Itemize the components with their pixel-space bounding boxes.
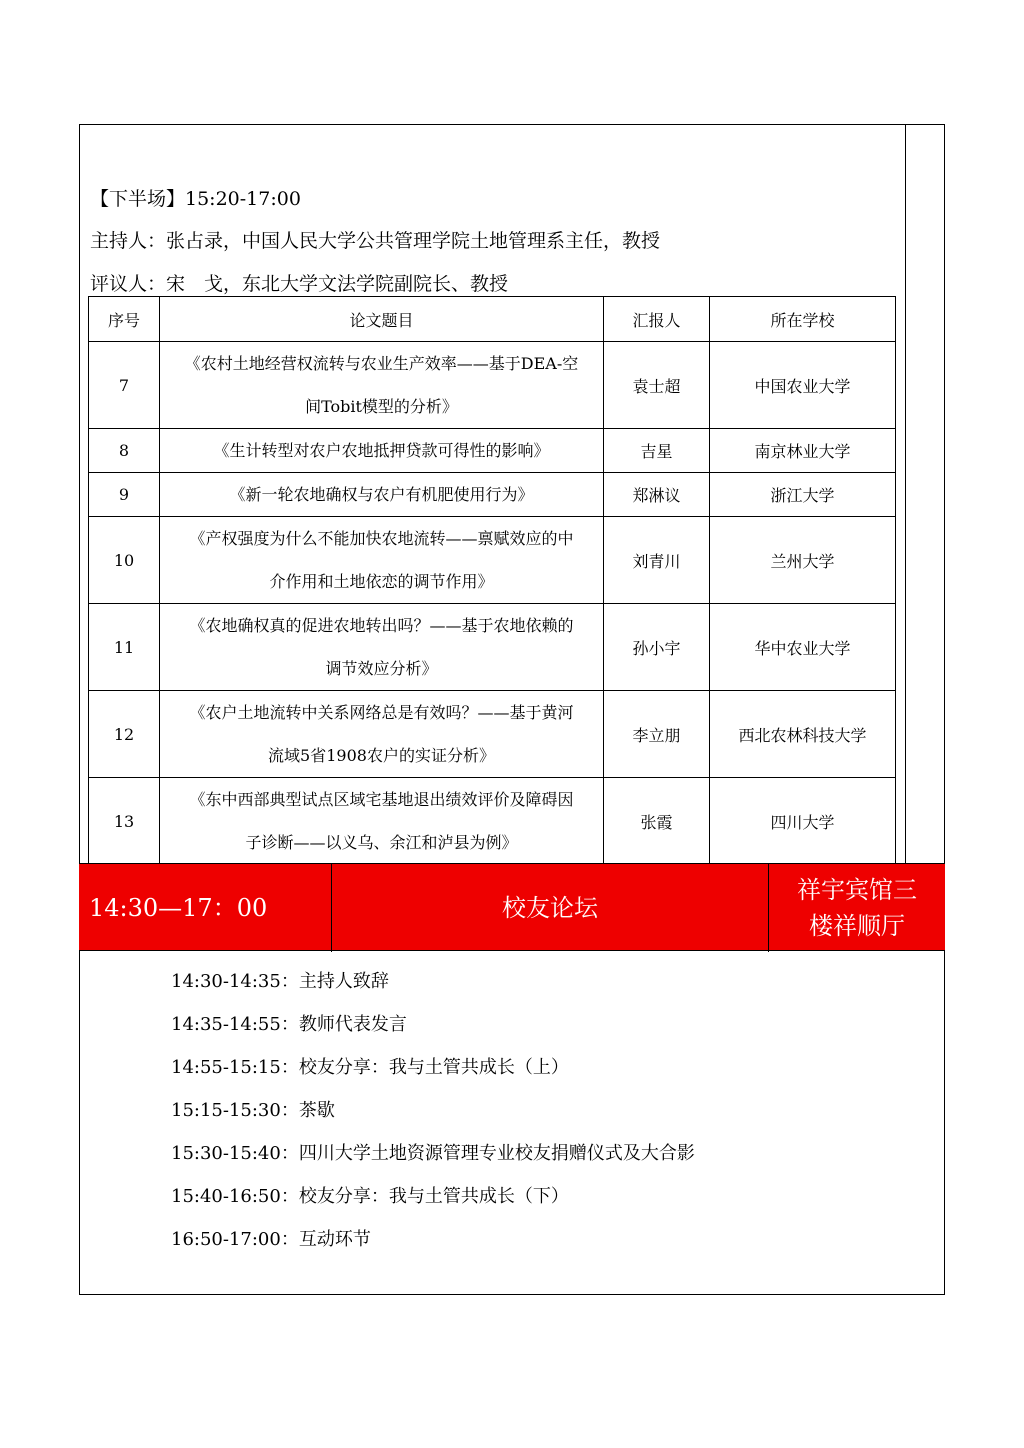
- table-row: [89, 604, 896, 691]
- forum-name: 校友论坛: [331, 864, 769, 952]
- schedule-item: 15:30-15:40：四川大学土地资源管理专业校友捐赠仪式及大合影: [171, 1143, 695, 1164]
- schedule-item: 14:55-15:15：校友分享：我与土管共成长（上）: [171, 1057, 569, 1078]
- session-host: 主持人：张占录，中国人民大学公共管理学院土地管理系主任，教授: [90, 230, 661, 252]
- row-no: 9: [89, 473, 160, 517]
- row-no: 12: [89, 691, 160, 778]
- session-reviewer: 评议人：宋 戈，东北大学文法学院副院长、教授: [90, 273, 509, 295]
- row-school: 西北农林科技大学: [710, 691, 896, 778]
- row-title-line1: 《农村土地经营权流转与农业生产效率——基于DEA-空: [184, 354, 579, 373]
- row-no: 8: [89, 429, 160, 473]
- table-row: [89, 429, 896, 473]
- row-title: [160, 517, 604, 604]
- row-title: [160, 604, 604, 691]
- row-title: 《生计转型对农户农地抵押贷款可得性的影响》: [160, 429, 604, 473]
- table-row: [89, 691, 896, 778]
- row-school: 华中农业大学: [710, 604, 896, 691]
- forum-banner: [79, 863, 945, 951]
- schedule-item: 14:30-14:35：主持人致辞: [171, 971, 389, 992]
- row-school: 兰州大学: [710, 517, 896, 604]
- header-school: 所在学校: [710, 297, 896, 342]
- row-title-line2: 子诊断——以义乌、余江和泸县为例》: [245, 833, 518, 852]
- table-row: [89, 342, 896, 429]
- row-title-line1: 《农地确权真的促进农地转出吗？——基于农地依赖的: [189, 616, 574, 635]
- row-title-line2: 调节效应分析》: [325, 659, 438, 678]
- forum-venue: [769, 872, 945, 944]
- header-presenter: 汇报人: [604, 297, 710, 342]
- row-presenter: 郑淋议: [604, 473, 710, 517]
- row-presenter: 吉星: [604, 429, 710, 473]
- forum-venue-line2: 楼祥顺厅: [809, 912, 905, 940]
- row-title-line2: 流域5省1908农户的实证分析》: [268, 746, 495, 765]
- row-title-line2: 间Tobit模型的分析》: [305, 397, 458, 416]
- row-title: 《新一轮农地确权与农户有机肥使用行为》: [160, 473, 604, 517]
- row-no: 13: [89, 778, 160, 865]
- header-no: 序号: [89, 297, 160, 342]
- row-title: [160, 342, 604, 429]
- row-title-line1: 《东中西部典型试点区域宅基地退出绩效评价及障碍因: [189, 790, 574, 809]
- forum-time: 14:30—17：00: [89, 894, 268, 922]
- table-header-row: [89, 297, 896, 342]
- row-presenter: 刘青川: [604, 517, 710, 604]
- row-title-line1: 《产权强度为什么不能加快农地流转——禀赋效应的中: [189, 529, 574, 548]
- header-title: 论文题目: [160, 297, 604, 342]
- session-title: 【下半场】15:20-17:00: [90, 188, 301, 210]
- row-no: 10: [89, 517, 160, 604]
- forum-venue-line1: 祥宇宾馆三: [797, 876, 917, 904]
- row-presenter: 袁士超: [604, 342, 710, 429]
- schedule-item: 15:40-16:50：校友分享：我与土管共成长（下）: [171, 1186, 569, 1207]
- row-no: 7: [89, 342, 160, 429]
- row-title-line1: 《农户土地流转中关系网络总是有效吗？——基于黄河: [189, 703, 574, 722]
- schedule-item: 14:35-14:55：教师代表发言: [171, 1014, 407, 1035]
- row-school: 浙江大学: [710, 473, 896, 517]
- row-presenter: 孙小宇: [604, 604, 710, 691]
- papers-table: [88, 296, 896, 865]
- schedule-item: 16:50-17:00：互动环节: [171, 1229, 371, 1250]
- row-presenter: 张霞: [604, 778, 710, 865]
- row-school: 中国农业大学: [710, 342, 896, 429]
- row-no: 11: [89, 604, 160, 691]
- table-row: [89, 778, 896, 865]
- row-title: [160, 778, 604, 865]
- table-row: [89, 473, 896, 517]
- row-presenter: 李立朋: [604, 691, 710, 778]
- schedule-item: 15:15-15:30：茶歇: [171, 1100, 335, 1121]
- row-school: 四川大学: [710, 778, 896, 865]
- row-title-line2: 介作用和土地依恋的调节作用》: [269, 572, 494, 591]
- row-title: [160, 691, 604, 778]
- table-row: [89, 517, 896, 604]
- frame-divider: [905, 124, 906, 863]
- row-school: 南京林业大学: [710, 429, 896, 473]
